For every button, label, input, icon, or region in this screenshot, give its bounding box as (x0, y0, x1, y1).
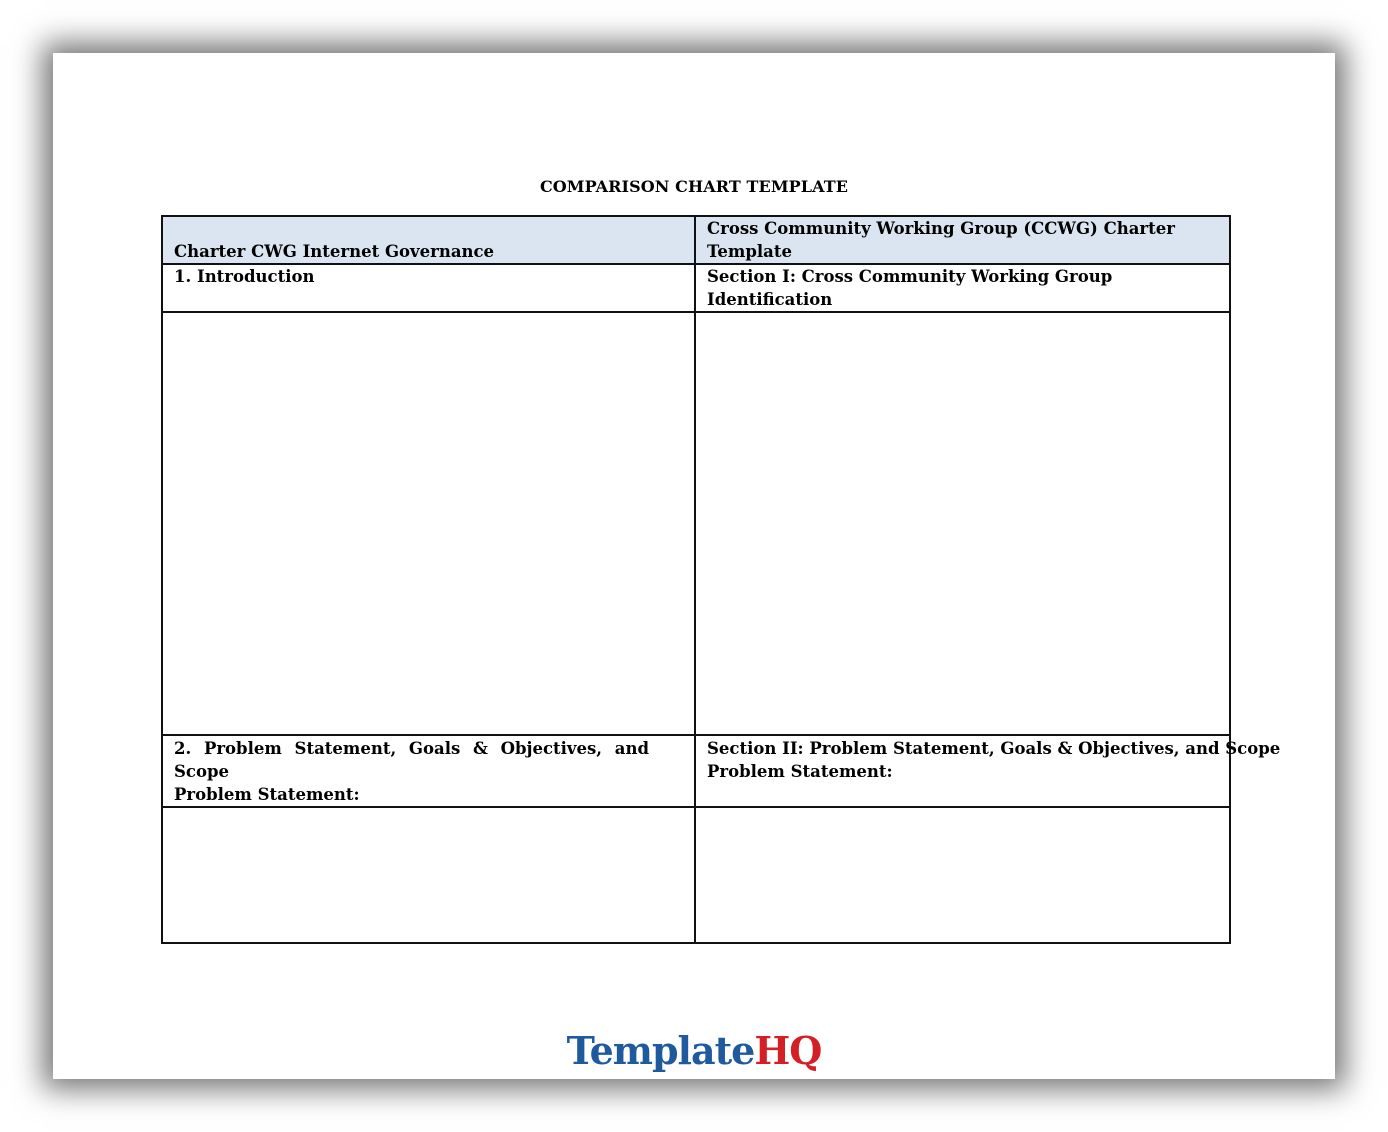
section2-right-cell (695, 735, 1281, 807)
logo-text-accent: HQ (754, 1028, 822, 1073)
document-title: COMPARISON CHART TEMPLATE (539, 177, 849, 196)
section1-left-content[interactable] (162, 312, 695, 735)
header-cell-right: Cross Community Working Group (CCWG) Charter Template (695, 216, 1230, 264)
section1-content-row (162, 312, 1230, 735)
section2-right-content[interactable] (695, 807, 1230, 943)
comparison-table (161, 215, 1281, 944)
section2-left-heading: 2. Problem Statement, Goals & Objectives, and Scope (174, 739, 649, 781)
templatehq-logo (53, 1029, 1335, 1073)
logo-text-primary: Template (566, 1028, 755, 1073)
section2-right-heading: Section II: Problem Statement, Goals & Objectives, and Scope (707, 739, 1281, 758)
section-row-2 (162, 735, 1230, 807)
section2-left-content[interactable] (162, 807, 695, 943)
section2-content-row (162, 807, 1230, 943)
document-page (53, 53, 1335, 1079)
section-row-1 (162, 264, 1230, 312)
section2-right-subheading: Problem Statement: (707, 762, 893, 781)
section1-right-cell: Section I: Cross Community Working Group Identification (695, 264, 1230, 312)
section2-left-subheading: Problem Statement: (174, 785, 360, 804)
section1-left-cell: 1. Introduction (162, 264, 695, 312)
section1-right-content[interactable] (695, 312, 1230, 735)
table-header-row (162, 216, 1230, 264)
header-cell-left: Charter CWG Internet Governance (162, 216, 695, 264)
section2-left-cell (162, 735, 695, 807)
